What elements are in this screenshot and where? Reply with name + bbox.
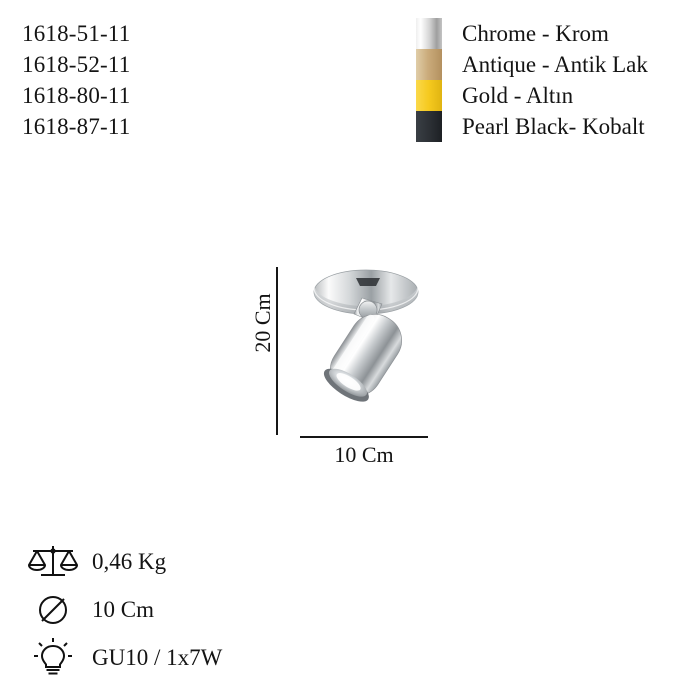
swatch-pearl-black	[416, 111, 442, 142]
diameter-icon	[22, 590, 84, 630]
product-code: 1618-80-11	[22, 83, 131, 108]
finish-label: Antique - Antik Lak	[462, 52, 648, 77]
spec-row-bulb	[22, 634, 422, 682]
width-dimension-line	[300, 436, 428, 438]
swatch-antique	[416, 49, 442, 80]
spec-value-weight: 0,46 Kg	[92, 549, 167, 574]
product-code: 1618-51-11	[22, 21, 131, 46]
dimension-drawing	[230, 250, 460, 480]
specification-list	[22, 538, 422, 682]
width-dimension-label: 10 Cm	[334, 442, 394, 467]
spec-value-bulb: GU10 / 1x7W	[92, 645, 223, 670]
product-code-list	[22, 18, 342, 142]
finish-label: Chrome - Krom	[462, 21, 609, 46]
spotlight-illustration	[296, 260, 436, 420]
spec-value-diameter: 10 Cm	[92, 597, 154, 622]
swatch-chrome	[416, 18, 442, 49]
spec-row-diameter	[22, 586, 422, 634]
height-dimension-label: 20 Cm	[250, 293, 275, 353]
finish-row	[416, 49, 648, 80]
swatch-gold	[416, 80, 442, 111]
finish-label: Pearl Black- Kobalt	[462, 114, 645, 139]
finish-list	[416, 18, 648, 142]
spec-row-weight	[22, 538, 422, 586]
finish-label: Gold - Altın	[462, 83, 574, 108]
finish-row	[416, 111, 648, 142]
height-dimension-line	[276, 267, 278, 435]
finish-row	[416, 18, 648, 49]
product-code: 1618-52-11	[22, 52, 131, 77]
scale-icon	[22, 542, 84, 582]
bulb-icon	[22, 637, 84, 679]
product-code: 1618-87-11	[22, 114, 131, 139]
finish-row	[416, 80, 648, 111]
